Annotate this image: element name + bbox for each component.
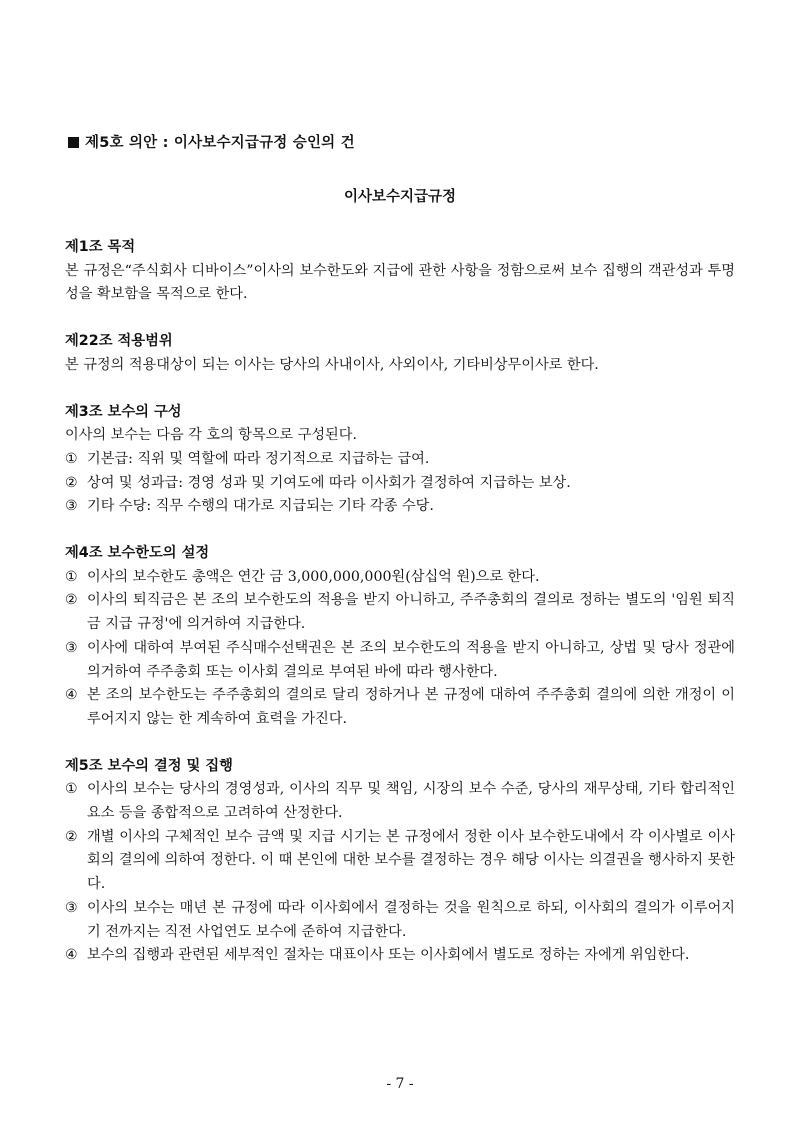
article-heading: 제4조 보수한도의 설정 xyxy=(65,545,210,562)
article-paragraph: 본 규정의 적용대상이 되는 이사는 당사의 사내이사, 사외이사, 기타비상무이사로 한다. xyxy=(65,356,599,373)
clause-item xyxy=(65,637,735,684)
clause-text: 이사의 보수는 당사의 경영성과, 이사의 직무 및 책임, 시장의 보수 수준, 당사의 재무상태, 기타 합리적인 요소 등을 종합적으로 고려하여 산정한다. xyxy=(87,781,735,822)
clause-text: 상여 및 성과급: 경영 성과 및 기여도에 따라 이사회가 결정하여 지급하는 보상. xyxy=(87,474,571,491)
article-heading: 제22조 적용범위 xyxy=(65,333,173,350)
regulation-body xyxy=(65,236,735,991)
clause-item xyxy=(65,472,735,496)
article-section xyxy=(65,236,735,307)
page-number: - 7 - xyxy=(386,1076,414,1092)
clause-text: 본 조의 보수한도는 주주총회의 결의로 달리 정하거나 본 규정에 대하여 주주총회 결의에 의한 개정이 이루어지지 않는 한 계속하여 효력을 가진다. xyxy=(87,687,735,727)
clause-number: ③ xyxy=(65,498,78,515)
clause-text: 이사의 보수는 매년 본 규정에 따라 이사회에서 결정하는 것을 원칙으로 하되, 이사회의 결의가 이루어지기 전까지는 직전 사업연도 보수에 준하여 지급한다. xyxy=(87,899,735,940)
document-title: 이사보수지급규정 xyxy=(343,189,457,205)
article-heading: 제3조 보수의 구성 xyxy=(65,403,182,420)
clause-text: 개별 이사의 구체적인 보수 금액 및 지급 시기는 본 규정에서 정한 이사 보수한도내에서 각 이사별로 이사회의 결의에 의하여 정한다. 이 때 본인에 대한 보수를 결정하는 경우 해당 이사는 의결권을 행사하지 못한다. xyxy=(87,828,735,893)
article-heading: 제5조 보수의 결정 및 집행 xyxy=(65,757,233,774)
clause-number: ① xyxy=(65,450,78,467)
article-section xyxy=(65,401,735,520)
article-section xyxy=(65,755,735,968)
clause-item xyxy=(65,495,735,519)
clause-item xyxy=(65,566,735,590)
article-paragraph: 본 규정은“주식회사 디바이스”이사의 보수한도와 지급에 관한 사항을 정함으로써 보수 집행의 객관성과 투명성을 확보함을 목적으로 한다. xyxy=(65,262,735,303)
clause-number: ④ xyxy=(65,947,78,964)
clause-number: ② xyxy=(65,474,78,491)
clause-number: ② xyxy=(65,592,78,609)
clause-item xyxy=(65,826,735,897)
agenda-heading xyxy=(68,131,355,152)
clause-number: ③ xyxy=(65,899,78,916)
clause-text: 이사의 퇴직금은 본 조의 보수한도의 적용을 받지 아니하고, 주주총회의 결의로 정하는 별도의 '임원 퇴직금 지급 규정'에 의거하여 지급한다. xyxy=(87,592,735,633)
clause-text: 이사의 보수한도 총액은 연간 금 3,000,000,000원(삼십억 원)으로 한다. xyxy=(87,568,540,585)
clause-item xyxy=(65,684,735,731)
clause-text: 기본급: 직위 및 역할에 따라 정기적으로 지급하는 급여. xyxy=(87,450,430,467)
article-section xyxy=(65,542,735,732)
clause-item xyxy=(65,778,735,825)
clause-text: 보수의 집행과 관련된 세부적인 절차는 대표이사 또는 이사회에서 별도로 정하는 자에게 위임한다. xyxy=(87,947,690,964)
clause-number: ③ xyxy=(65,639,78,656)
agenda-text: 제5호 의안 : 이사보수지급규정 승인의 건 xyxy=(85,135,355,151)
clause-item xyxy=(65,897,735,944)
article-heading: 제1조 목적 xyxy=(65,239,136,255)
clause-number: ④ xyxy=(65,687,78,704)
clause-number: ② xyxy=(65,828,78,845)
clause-item xyxy=(65,448,735,472)
article-section xyxy=(65,330,735,377)
clause-text: 기타 수당: 직무 수행의 대가로 지급되는 기타 각종 수당. xyxy=(87,498,434,515)
clause-number: ① xyxy=(65,781,78,798)
clause-item xyxy=(65,944,735,968)
black-square-icon xyxy=(68,137,79,148)
clause-number: ① xyxy=(65,568,78,585)
clause-item xyxy=(65,589,735,636)
article-paragraph: 이사의 보수는 다음 각 호의 항목으로 구성된다. xyxy=(65,427,357,444)
clause-text: 이사에 대하여 부여된 주식매수선택권은 본 조의 보수한도의 적용을 받지 아니하고, 상법 및 당사 정관에 의거하여 주주총회 또는 이사회 결의로 부여된 바에 따라 행사한다. xyxy=(87,639,735,680)
